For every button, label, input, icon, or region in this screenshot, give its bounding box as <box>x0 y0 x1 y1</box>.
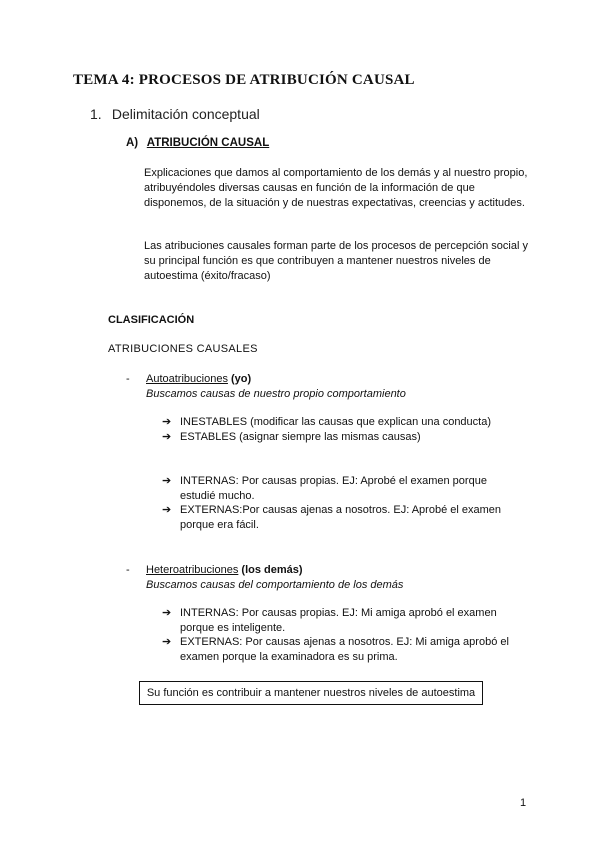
list-item-text: INTERNAS: Por causas propias. EJ: Mi amiga aprobó el examen porque es inteligente. <box>180 607 497 634</box>
locus-list-hetero <box>162 606 522 664</box>
page-title: TEMA 4: PROCESOS DE ATRIBUCIÓN CAUSAL <box>73 72 415 88</box>
list-item <box>162 635 522 664</box>
list-item <box>162 606 522 635</box>
heteroatribuciones-qualifier: (los demás) <box>241 564 303 576</box>
list-item-text: EXTERNAS:Por causas ajenas a nosotros. EJ: Aprobé el examen porque era fácil. <box>180 504 501 531</box>
arrow-icon: ➔ <box>162 475 172 487</box>
clasificacion-heading: CLASIFICACIÓN <box>108 314 195 326</box>
page-number: 1 <box>520 797 527 809</box>
autoatribuciones-term: Autoatribuciones <box>146 373 228 385</box>
autoatribuciones-description: Buscamos causas de nuestro propio comportamiento <box>146 388 406 400</box>
list-item-text: ESTABLES (asignar siempre las mismas causas) <box>180 430 421 443</box>
arrow-icon: ➔ <box>162 416 172 428</box>
atribuciones-label: ATRIBUCIONES CAUSALES <box>108 343 258 355</box>
list-item-text: EXTERNAS: Por causas ajenas a nosotros. EJ: Mi amiga aprobó el examen porque la examinadora es su prima. <box>180 636 509 663</box>
dash-bullet: - <box>126 564 130 576</box>
arrow-icon: ➔ <box>162 607 172 619</box>
autoatribuciones-label <box>146 372 251 387</box>
subsection-letter: A) <box>126 137 139 149</box>
stability-list <box>162 415 522 444</box>
definition-paragraph: Explicaciones que damos al comportamiento de los demás y al nuestro propio, atribuyéndoles diversas causas en función de la información de que disponemos, de la situación y de nuestras expectativas, creencias y actitudes. <box>144 167 528 209</box>
heteroatribuciones-label <box>146 563 303 578</box>
list-item <box>162 430 522 445</box>
arrow-icon: ➔ <box>162 430 172 443</box>
heteroatribuciones-term: Heteroatribuciones <box>146 564 239 576</box>
subsection-heading <box>126 137 269 149</box>
arrow-icon: ➔ <box>162 504 172 516</box>
list-item-text: INTERNAS: Por causas propias. EJ: Aprobé el examen porque estudié mucho. <box>180 475 487 502</box>
autoatribuciones-qualifier: (yo) <box>231 373 252 385</box>
subsection-label: ATRIBUCIÓN CAUSAL <box>146 137 270 149</box>
list-item <box>162 503 522 532</box>
section-number: 1. <box>90 106 102 122</box>
function-paragraph: Las atribuciones causales forman parte de los procesos de percepción social y su principal función es que contribuyen a mantener nuestros niveles de autoestima (éxito/fracaso) <box>144 240 528 282</box>
arrow-icon: ➔ <box>162 636 172 648</box>
list-item <box>162 415 522 430</box>
callout-box: Su función es contribuir a mantener nuestros niveles de autoestima <box>139 681 483 705</box>
heteroatribuciones-description: Buscamos causas del comportamiento de los demás <box>146 579 404 591</box>
section-heading <box>90 106 260 122</box>
section-label: Delimitación conceptual <box>111 106 260 122</box>
locus-list-auto <box>162 474 522 532</box>
list-item <box>162 474 522 503</box>
list-item-text: INESTABLES (modificar las causas que explican una conducta) <box>180 416 492 428</box>
dash-bullet: - <box>126 373 130 385</box>
